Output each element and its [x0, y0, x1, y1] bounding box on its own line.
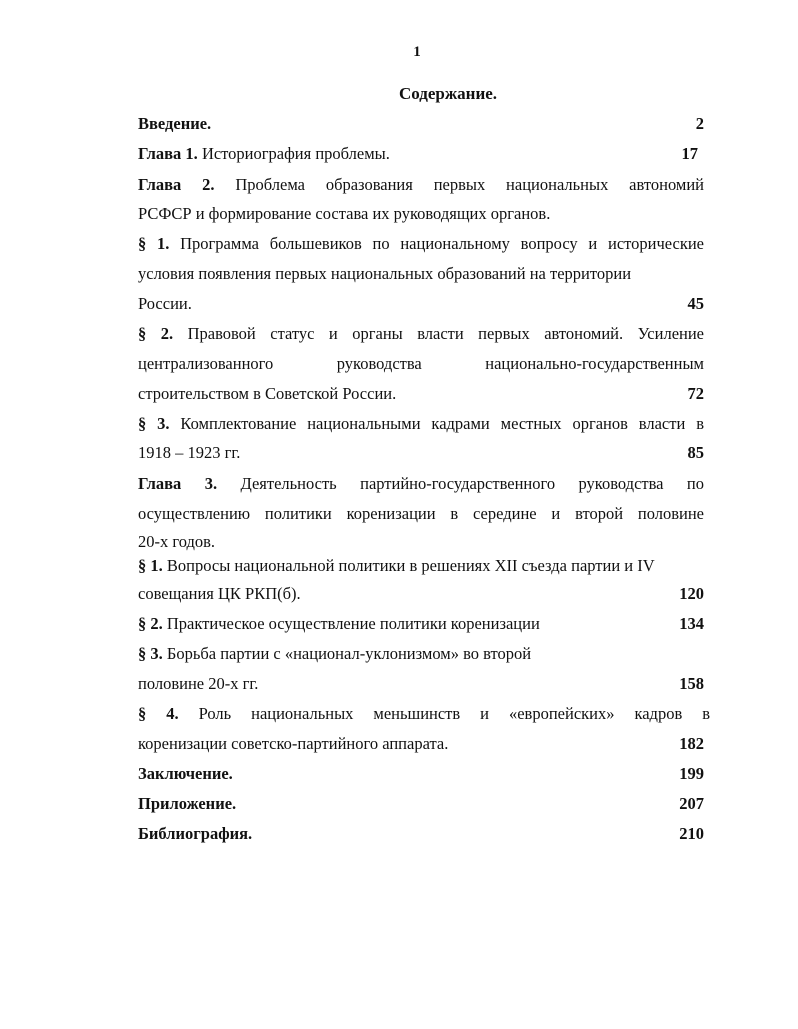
toc-label: Библиография. — [138, 824, 253, 843]
toc-entry-appendix — [138, 794, 704, 814]
toc-entry-section-2-1-line-3: России. 45 — [138, 294, 704, 313]
toc-entry-chapter-1 — [138, 144, 698, 164]
toc-entry-section-3-3-line-1: § 3. Борьба партии с «национал-уклонизмом» во второй — [138, 644, 532, 663]
toc-entry-chapter-3-line-1: Глава 3. Деятельность партийно-государственного руководства по — [138, 474, 704, 493]
toc-entry-section-3-4-line-2: коренизации советско-партийного аппарата. 182 — [138, 734, 704, 753]
toc-page: 72 — [687, 384, 704, 403]
toc-page: 182 — [679, 734, 704, 753]
toc-entry-section-2-2-line-1: § 2. Правовой статус и органы власти первых автономий. Усиление — [138, 324, 704, 343]
toc-page: 210 — [679, 824, 704, 843]
toc-entry-chapter-3-line-3: 20-х годов. — [138, 532, 216, 551]
toc-entry-section-3-1-line-1: § 1. Вопросы национальной политики в решениях XII съезда партии и IV — [138, 556, 655, 575]
toc-page: 158 — [679, 674, 704, 693]
toc-entry-chapter-2-line-2: РСФСР и формирование состава их руководящих органов. — [138, 204, 551, 223]
toc-entry-chapter-2-line-1: Глава 2. Проблема образования первых национальных автономий — [138, 175, 705, 194]
toc-entry-section-2-3-line-2: 1918 – 1923 гг. 85 — [138, 443, 704, 462]
toc-entry-section-3-1-line-2: совещания ЦК РКП(б). 120 — [138, 584, 704, 603]
page-number: 1 — [413, 44, 421, 60]
toc-entry-section-2-2-line-3: строительством в Советской России. 72 — [138, 384, 704, 403]
toc-entry-section-2-1-line-2: условия появления первых национальных образований на территории — [138, 264, 632, 283]
toc-page: 85 — [687, 443, 704, 462]
toc-entry-section-2-3-line-1: § 3. Комплектование национальными кадрами местных органов власти в — [138, 414, 704, 433]
toc-entry-section-3-4-line-1: § 4. Роль национальных меньшинств и «европейских» кадров в — [138, 704, 711, 723]
toc-entry-section-2-1-line-1: § 1. Программа большевиков по национальному вопросу и исторические — [138, 234, 705, 253]
toc-page: 2 — [695, 114, 704, 133]
toc-page: 45 — [687, 294, 704, 313]
toc-label: Глава 1. Историография проблемы. — [138, 144, 390, 163]
toc-page: 17 — [681, 144, 698, 163]
toc-page: 207 — [679, 794, 704, 813]
page-title: Содержание. — [398, 84, 498, 103]
toc-entry-conclusion — [138, 764, 704, 784]
toc-page: 134 — [679, 614, 704, 633]
toc-label: Введение. — [138, 114, 212, 133]
toc-entry-section-3-2: § 2. Практическое осуществление политики коренизации 134 — [138, 614, 704, 633]
toc-entry-section-2-2-line-2: централизованного руководства национально-государственным — [138, 354, 704, 373]
toc-entry-section-3-3-line-2: половине 20-х гг. 158 — [138, 674, 704, 693]
toc-page: 120 — [679, 584, 704, 603]
toc-page: 199 — [679, 764, 704, 783]
toc-entry-intro — [138, 114, 704, 134]
toc-entry-chapter-3-line-2: осуществлению политики коренизации в середине и второй половине — [138, 504, 704, 523]
toc-entry-bibliography — [138, 824, 704, 844]
toc-label: Заключение. — [138, 764, 233, 783]
toc-label: Приложение. — [138, 794, 237, 813]
